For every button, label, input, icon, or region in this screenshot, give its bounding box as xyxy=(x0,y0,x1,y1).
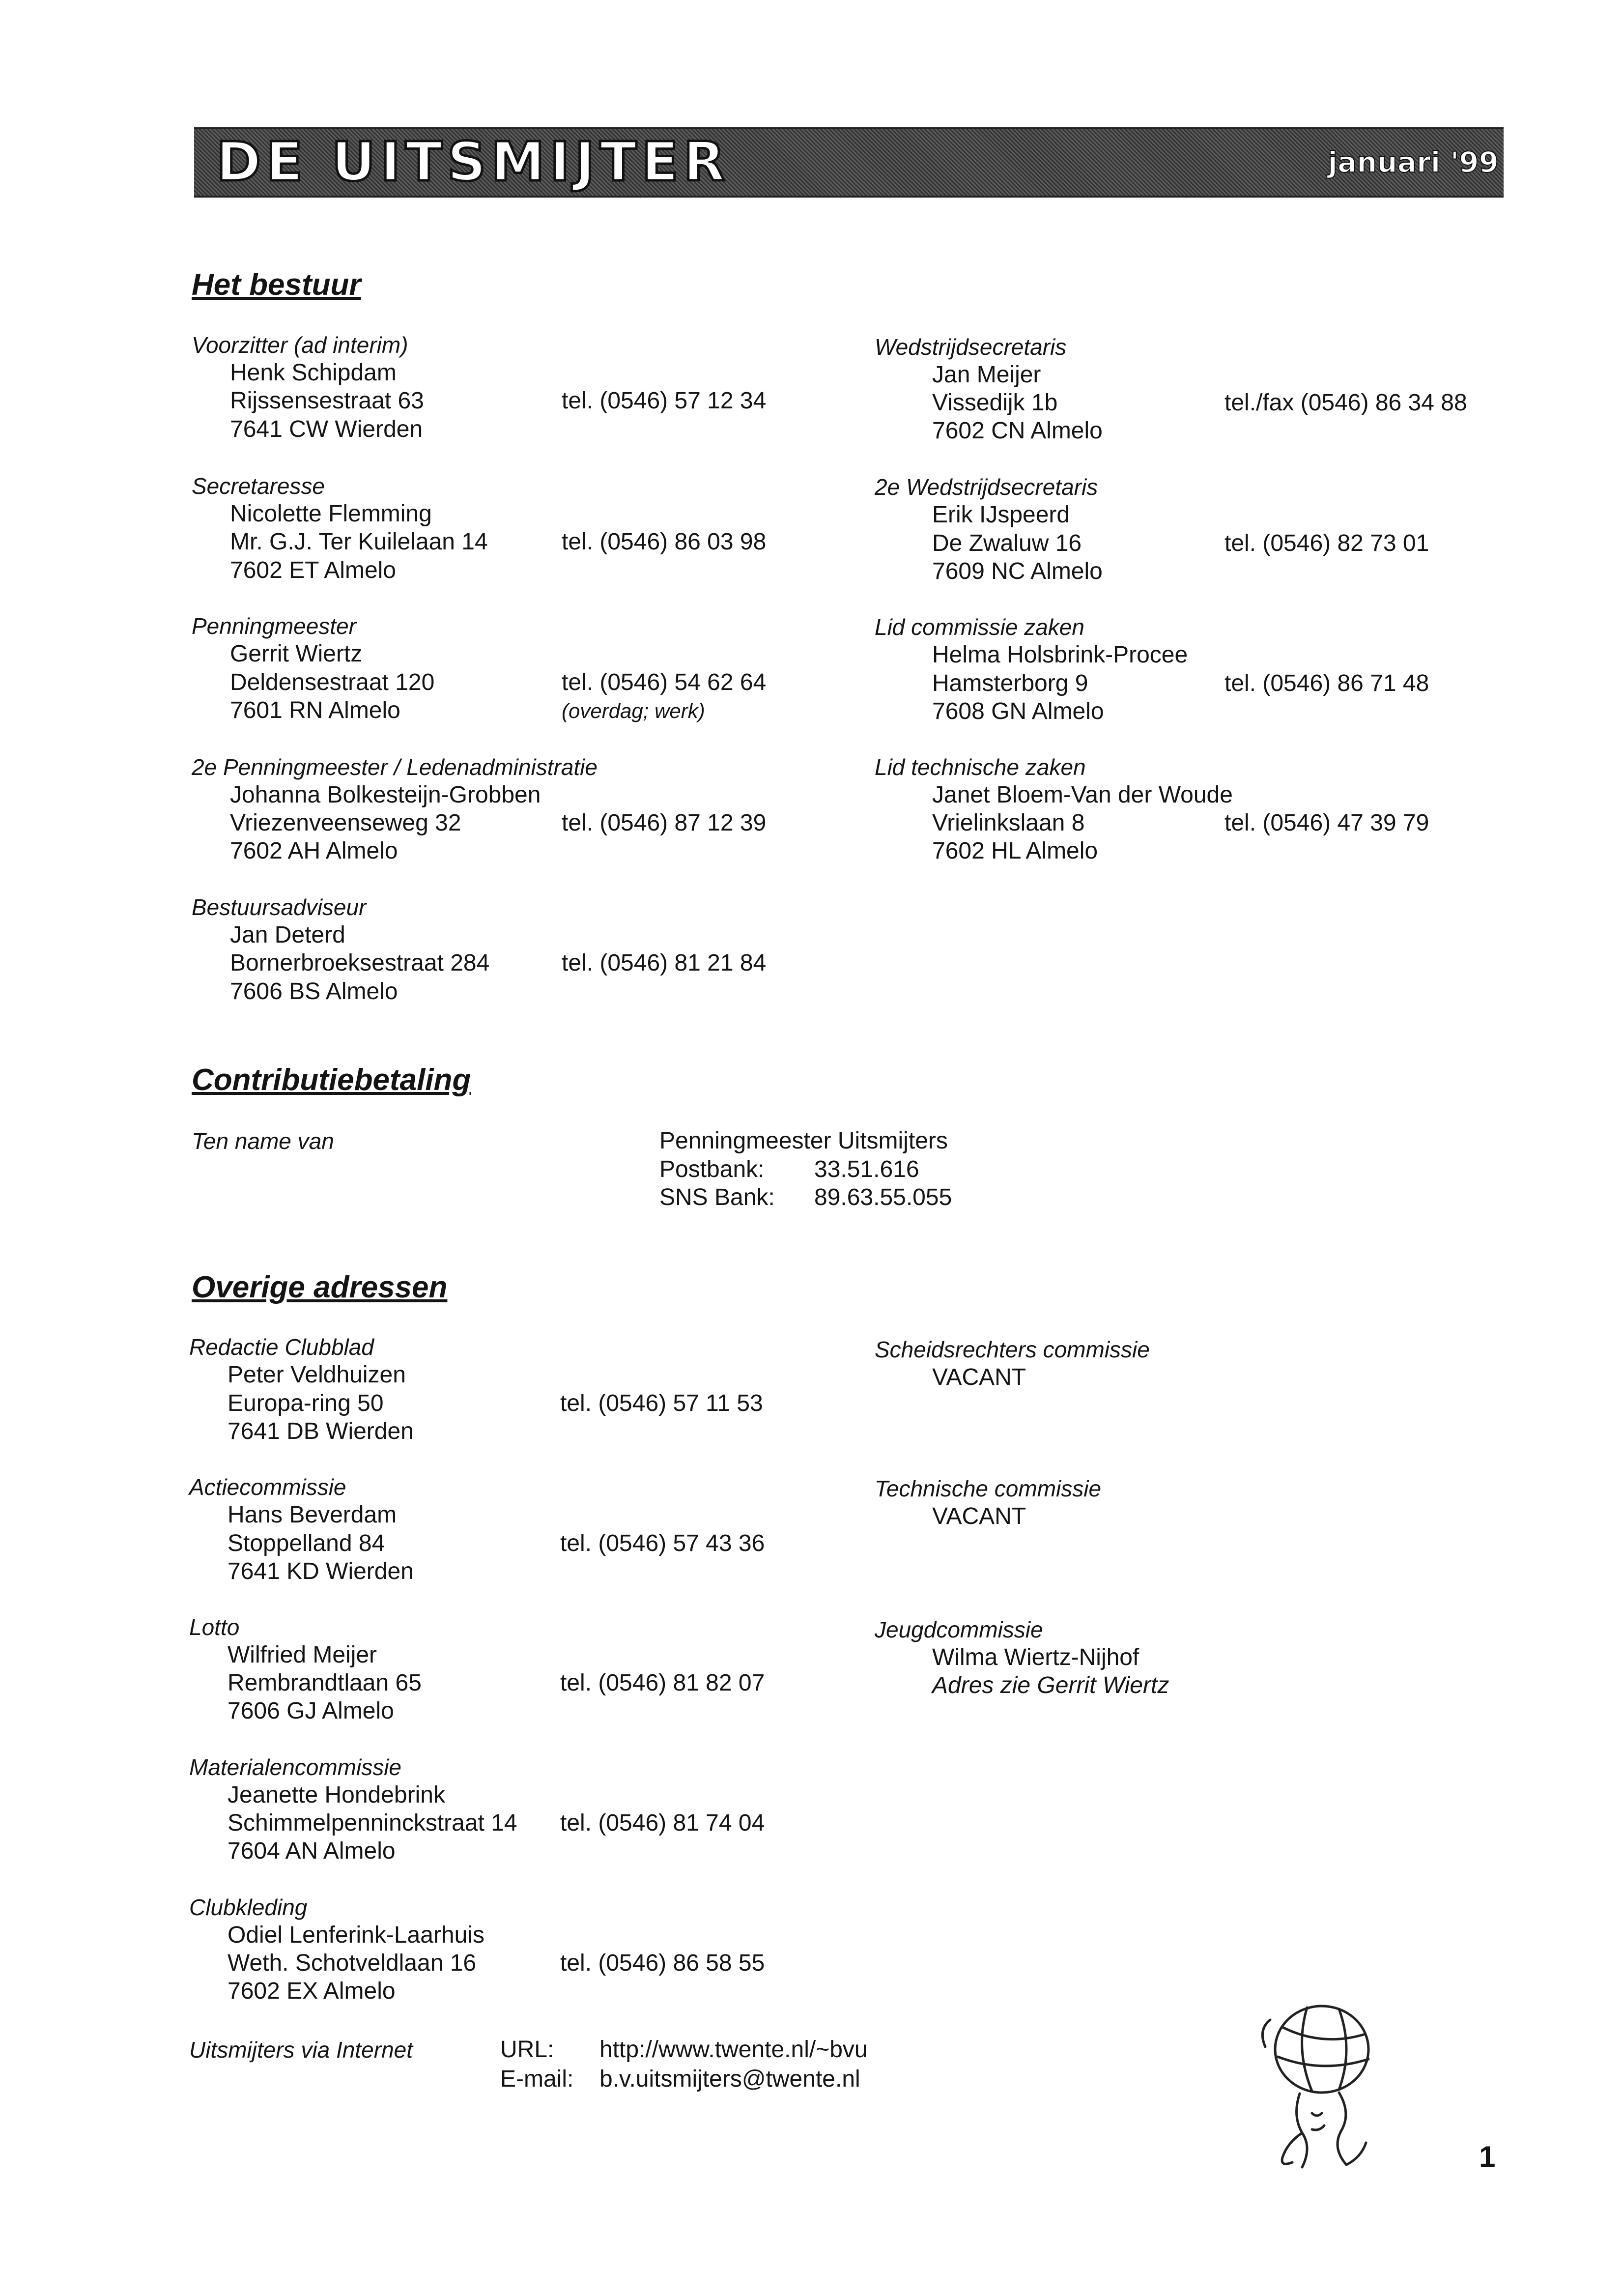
postbank-label: Postbank: xyxy=(659,1156,765,1182)
tel-lotto: tel. (0546) 81 82 07 xyxy=(560,1670,765,1696)
street-wedstrijdsecretaris2: De Zwaluw 16 xyxy=(932,530,1082,556)
street-actie: Stoppelland 84 xyxy=(228,1530,385,1556)
role-jeugd: Jeugdcommissie xyxy=(875,1617,1043,1642)
street-technischezaken: Vrielinkslaan 8 xyxy=(932,810,1085,836)
role-kleding: Clubkleding xyxy=(189,1894,308,1920)
street-kleding: Weth. Schotveldlaan 16 xyxy=(228,1950,477,1976)
city-actie: 7641 KD Wierden xyxy=(228,1558,414,1584)
tel-redactie: tel. (0546) 57 11 53 xyxy=(560,1390,763,1416)
role-lotto: Lotto xyxy=(189,1614,240,1640)
city-materiaal: 7604 AN Almelo xyxy=(228,1838,396,1864)
street-lotto: Rembrandtlaan 65 xyxy=(228,1670,422,1696)
value-scheids: VACANT xyxy=(932,1364,1026,1390)
city-kleding: 7602 EX Almelo xyxy=(228,1978,396,2004)
section-title-contributie: Contributiebetaling xyxy=(192,1063,471,1097)
role-materiaal: Materialencommissie xyxy=(189,1754,402,1780)
name-technischezaken: Janet Bloem-Van der Woude xyxy=(932,782,1233,808)
name-jeugd: Wilma Wiertz-Nijhof xyxy=(932,1644,1139,1670)
tel-technischezaken: tel. (0546) 47 39 79 xyxy=(1224,810,1429,836)
city-voorzitter: 7641 CW Wierden xyxy=(230,416,423,442)
street-penningmeester: Deldensestraat 120 xyxy=(230,669,435,695)
contributie-label: Ten name van xyxy=(192,1128,334,1154)
city-wedstrijdsecretaris: 7602 CN Almelo xyxy=(932,418,1103,444)
role-penningmeester: Penningmeester xyxy=(192,613,356,639)
basketball-mascot-icon xyxy=(1248,2000,1395,2177)
name-redactie: Peter Veldhuizen xyxy=(228,1362,406,1388)
tel-penningmeester: tel. (0546) 54 62 64 xyxy=(562,669,767,695)
name-lotto: Wilfried Meijer xyxy=(228,1642,377,1668)
tel-actie: tel. (0546) 57 43 36 xyxy=(560,1530,765,1556)
name-actie: Hans Beverdam xyxy=(228,1502,397,1528)
city-penningmeester: 7601 RN Almelo xyxy=(230,697,400,723)
role-penningmeester2: 2e Penningmeester / Ledenadministratie xyxy=(192,754,598,780)
name-penningmeester: Gerrit Wiertz xyxy=(230,641,363,667)
tel-wedstrijdsecretaris2: tel. (0546) 82 73 01 xyxy=(1224,530,1429,556)
role-technisch: Technische commissie xyxy=(875,1476,1102,1501)
name-materiaal: Jeanette Hondebrink xyxy=(228,1782,445,1808)
url-link[interactable]: http://www.twente.nl/~bvu xyxy=(599,2037,868,2063)
city-penningmeester2: 7602 AH Almelo xyxy=(230,838,398,864)
city-wedstrijdsecretaris2: 7609 NC Almelo xyxy=(932,558,1103,584)
role-technischezaken: Lid technische zaken xyxy=(875,754,1086,780)
city-redactie: 7641 DB Wierden xyxy=(228,1418,414,1444)
name-wedstrijdsecretaris: Jan Meijer xyxy=(932,362,1041,388)
tel-kleding: tel. (0546) 86 58 55 xyxy=(560,1950,765,1976)
tel-penningmeester2: tel. (0546) 87 12 39 xyxy=(562,810,767,836)
note-jeugd: Adres zie Gerrit Wiertz xyxy=(932,1672,1169,1698)
street-secretaresse: Mr. G.J. Ter Kuilelaan 14 xyxy=(230,529,488,555)
tel-materiaal: tel. (0546) 81 74 04 xyxy=(560,1810,765,1836)
internet-label: Uitsmijters via Internet xyxy=(189,2037,413,2063)
city-adviseur: 7606 BS Almelo xyxy=(230,978,398,1004)
role-voorzitter: Voorzitter (ad interim) xyxy=(192,332,408,358)
tel-wedstrijdsecretaris: tel./fax (0546) 86 34 88 xyxy=(1224,390,1467,416)
name-commissiezaken: Helma Holsbrink-Procee xyxy=(932,642,1188,668)
name-adviseur: Jan Deterd xyxy=(230,922,345,948)
role-redactie: Redactie Clubblad xyxy=(189,1334,374,1360)
street-redactie: Europa-ring 50 xyxy=(228,1390,384,1416)
header-banner xyxy=(194,127,1504,198)
email-link[interactable]: b.v.uitsmijters@twente.nl xyxy=(599,2066,860,2092)
city-lotto: 7606 GJ Almelo xyxy=(228,1698,394,1724)
section-title-bestuur: Het bestuur xyxy=(192,268,361,302)
email-label: E-mail: xyxy=(500,2066,574,2092)
street-adviseur: Bornerbroeksestraat 284 xyxy=(230,950,490,976)
street-voorzitter: Rijssensestraat 63 xyxy=(230,388,424,414)
sns-label: SNS Bank: xyxy=(659,1184,775,1210)
name-voorzitter: Henk Schipdam xyxy=(230,360,397,386)
newsletter-title: DE UITSMIJTER xyxy=(216,130,730,193)
sns-number: 89.63.55.055 xyxy=(814,1184,952,1210)
role-commissiezaken: Lid commissie zaken xyxy=(875,614,1084,640)
street-materiaal: Schimmelpenninckstraat 14 xyxy=(228,1810,517,1836)
city-technischezaken: 7602 HL Almelo xyxy=(932,838,1098,864)
name-secretaresse: Nicolette Flemming xyxy=(230,501,432,527)
role-adviseur: Bestuursadviseur xyxy=(192,894,367,920)
section-title-overige: Overige adressen xyxy=(192,1270,448,1304)
role-wedstrijdsecretaris2: 2e Wedstrijdsecretaris xyxy=(875,474,1098,500)
street-commissiezaken: Hamsterborg 9 xyxy=(932,670,1088,696)
tel-secretaresse: tel. (0546) 86 03 98 xyxy=(562,529,767,555)
role-scheids: Scheidsrechters commissie xyxy=(875,1337,1150,1362)
role-actie: Actiecommissie xyxy=(189,1474,346,1500)
tel-commissiezaken: tel. (0546) 86 71 48 xyxy=(1224,670,1429,696)
name-kleding: Odiel Lenferink-Laarhuis xyxy=(228,1922,484,1948)
role-secretaresse: Secretaresse xyxy=(192,473,325,499)
city-secretaresse: 7602 ET Almelo xyxy=(230,557,396,583)
issue-date: januari '99 xyxy=(1328,145,1499,179)
role-wedstrijdsecretaris: Wedstrijdsecretaris xyxy=(875,334,1067,360)
street-wedstrijdsecretaris: Vissedijk 1b xyxy=(932,390,1058,416)
postbank-number: 33.51.616 xyxy=(814,1156,919,1182)
tel-adviseur: tel. (0546) 81 21 84 xyxy=(562,950,767,976)
value-technisch: VACANT xyxy=(932,1503,1026,1529)
tel-voorzitter: tel. (0546) 57 12 34 xyxy=(562,388,767,414)
contributie-recipient: Penningmeester Uitsmijters xyxy=(659,1128,948,1154)
page-number: 1 xyxy=(1479,2140,1496,2173)
name-wedstrijdsecretaris2: Erik IJspeerd xyxy=(932,502,1070,528)
street-penningmeester2: Vriezenveenseweg 32 xyxy=(230,810,461,836)
url-label: URL: xyxy=(500,2037,554,2063)
name-penningmeester2: Johanna Bolkesteijn-Grobben xyxy=(230,782,541,808)
note-penningmeester: (overdag; werk) xyxy=(562,699,705,722)
city-commissiezaken: 7608 GN Almelo xyxy=(932,698,1104,724)
